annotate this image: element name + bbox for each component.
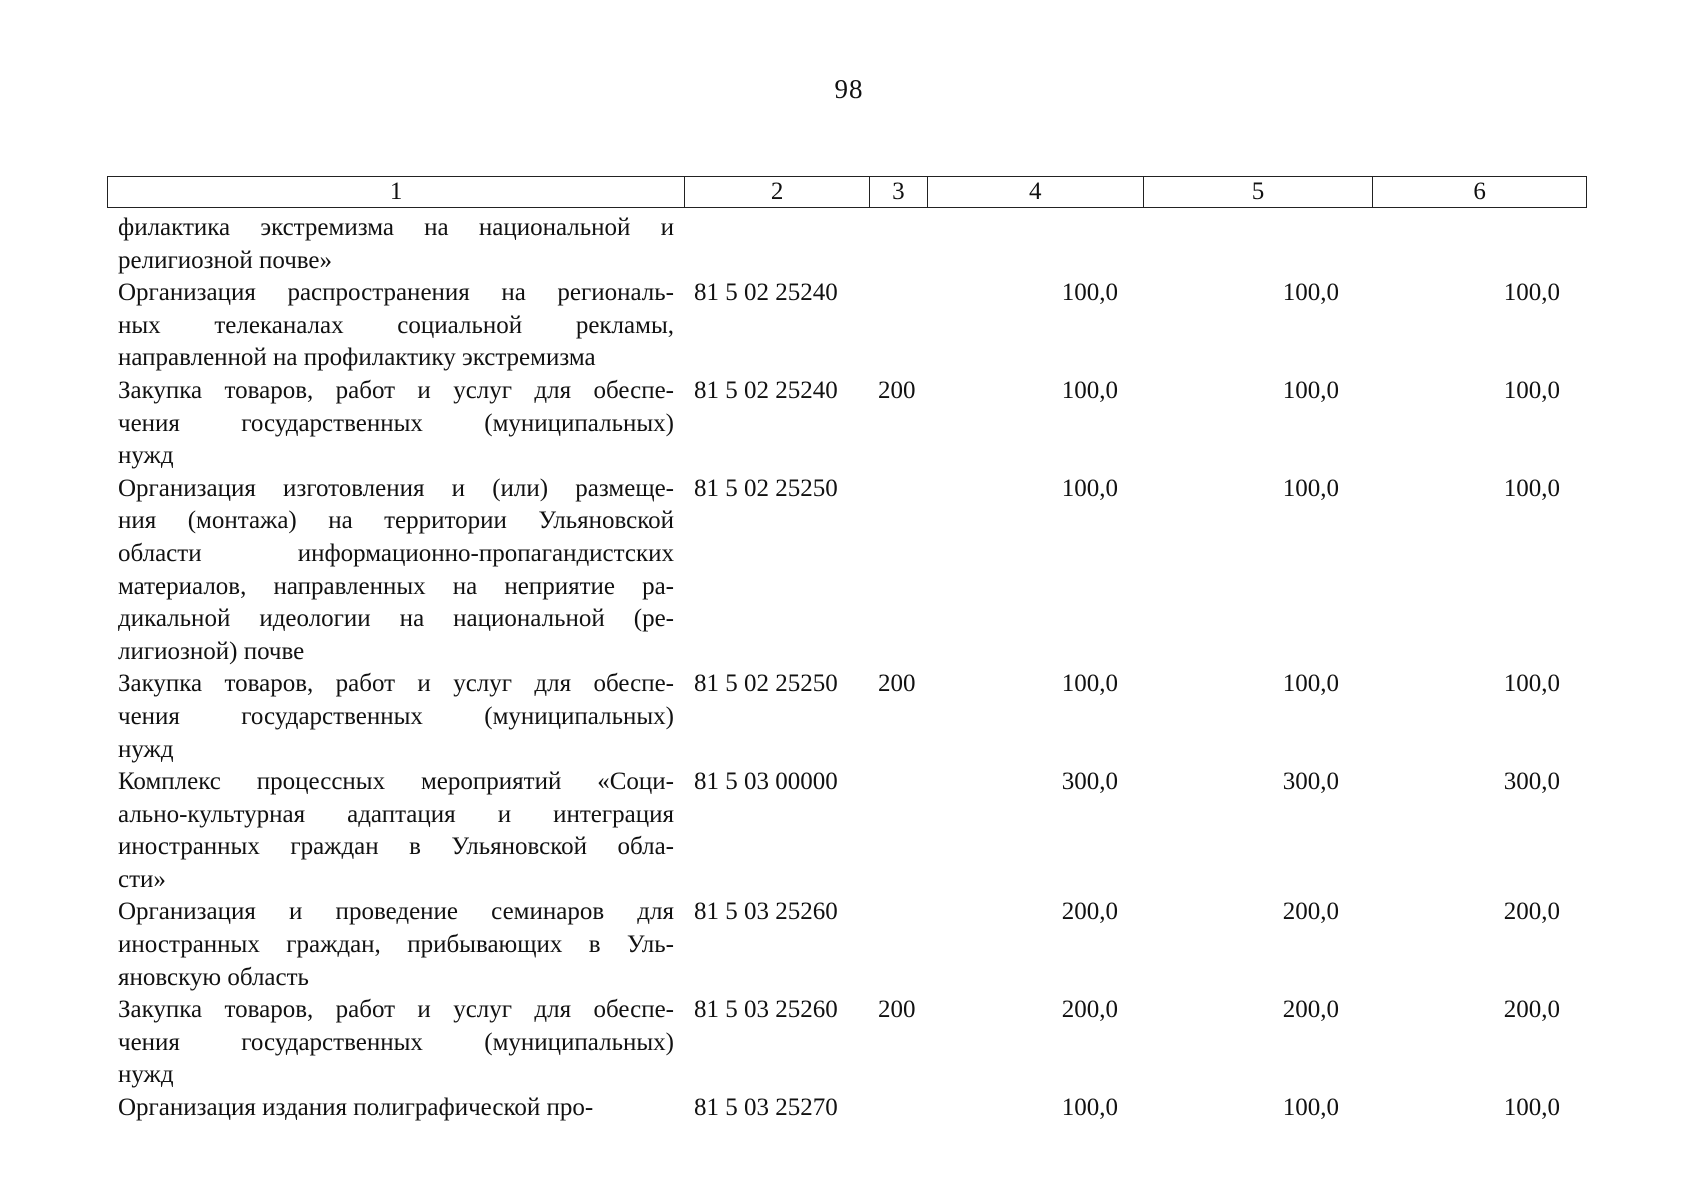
row-name-line: Закупка товаров, работ и услуг для обеспе- (118, 670, 674, 698)
row-name (118, 277, 674, 375)
row-name (118, 766, 674, 896)
row-value-col6: 300,0 (1503, 768, 1560, 796)
header-col-4: 4 (928, 177, 1144, 207)
header-col-6: 6 (1473, 178, 1486, 205)
table-row (118, 473, 1588, 669)
row-value-col4: 100,0 (1061, 1094, 1118, 1122)
table-row (118, 766, 1588, 896)
row-value-col5: 100,0 (1282, 670, 1339, 698)
row-value-col6: 100,0 (1503, 474, 1560, 502)
row-code: 81 5 02 25240 (694, 279, 838, 307)
table-header (107, 176, 1587, 208)
row-name-line: лигиозной) почве (118, 637, 305, 665)
row-value-col6: 200,0 (1503, 898, 1560, 926)
row-code: 81 5 03 25260 (694, 898, 838, 926)
table-row (118, 1092, 1588, 1125)
row-name-line: Закупка товаров, работ и услуг для обеспе- (118, 376, 674, 404)
row-code: 81 5 03 00000 (694, 768, 838, 796)
row-value-col6: 100,0 (1503, 670, 1560, 698)
row-value-col6: 100,0 (1503, 1094, 1560, 1122)
table-row (118, 668, 1588, 766)
header-col-1: 1 (108, 177, 685, 207)
table-body (118, 212, 1588, 1125)
row-name (118, 668, 674, 766)
row-value-col5: 100,0 (1282, 376, 1339, 404)
header-col-2: 2 (685, 177, 870, 207)
row-name (118, 994, 674, 1092)
row-expense-type: 200 (878, 376, 916, 404)
row-value-col5: 100,0 (1282, 1094, 1339, 1122)
row-expense-type: 200 (878, 670, 916, 698)
table-row (118, 277, 1588, 375)
row-name-line: нужд (118, 735, 174, 763)
row-code: 81 5 03 25270 (694, 1094, 838, 1122)
row-value-col6: 100,0 (1503, 279, 1560, 307)
row-name-line: чения государственных (муниципальных) (118, 702, 674, 730)
header-col-3: 3 (870, 177, 928, 207)
table-row (118, 994, 1588, 1092)
row-name-line: ально-культурная адаптация и интеграция (118, 800, 674, 828)
row-value-col4: 200,0 (1061, 898, 1118, 926)
row-value-col4: 200,0 (1061, 996, 1118, 1024)
row-name-line: нужд (118, 1061, 174, 1089)
row-code: 81 5 02 25250 (694, 474, 838, 502)
row-name-line: направленной на профилактику экстремизма (118, 344, 596, 372)
row-name-line: чения государственных (муниципальных) (118, 409, 674, 437)
row-name-line: нужд (118, 442, 174, 470)
row-code: 81 5 02 25240 (694, 376, 838, 404)
row-name (118, 896, 674, 994)
row-name (118, 1092, 674, 1125)
row-value-col4: 100,0 (1061, 474, 1118, 502)
row-code: 81 5 02 25250 (694, 670, 838, 698)
table-row (118, 212, 1588, 277)
row-name-line: филактика экстремизма на национальной и (118, 214, 674, 241)
row-value-col5: 100,0 (1282, 474, 1339, 502)
row-name-line: Закупка товаров, работ и услуг для обеспе- (118, 996, 674, 1024)
row-name-line: материалов, направленных на неприятие ра- (118, 572, 674, 600)
row-value-col5: 200,0 (1282, 996, 1339, 1024)
row-name-line: Организация распространения на региональ- (118, 279, 674, 307)
row-name-line: ния (монтажа) на территории Ульяновской (118, 507, 674, 535)
row-name-line: чения государственных (муниципальных) (118, 1028, 674, 1056)
row-name (118, 473, 674, 669)
row-name-line: Комплекс процессных мероприятий «Соци- (118, 768, 674, 796)
header-col-5: 5 (1144, 177, 1374, 207)
row-name-line: Организация издания полиграфической про- (118, 1094, 594, 1122)
row-name-line: религиозной почве» (118, 246, 333, 274)
row-name (118, 375, 674, 473)
row-value-col4: 100,0 (1061, 670, 1118, 698)
row-value-col6: 200,0 (1503, 996, 1560, 1024)
row-value-col4: 100,0 (1061, 279, 1118, 307)
row-value-col4: 300,0 (1061, 768, 1118, 796)
row-name-line: иностранных граждан в Ульяновской обла- (118, 833, 674, 861)
table-row (118, 896, 1588, 994)
row-value-col5: 300,0 (1282, 768, 1339, 796)
row-value-col6: 100,0 (1503, 376, 1560, 404)
row-value-col5: 200,0 (1282, 898, 1339, 926)
row-name-line: ных телеканалах социальной рекламы, (118, 311, 674, 339)
row-name-line: иностранных граждан, прибывающих в Уль- (118, 931, 674, 959)
row-value-col4: 100,0 (1061, 376, 1118, 404)
row-value-col5: 100,0 (1282, 279, 1339, 307)
row-name-line: Организация и проведение семинаров для (118, 898, 674, 926)
row-name-line: яновскую область (118, 963, 309, 991)
row-name-line: Организация изготовления и (или) размеще- (118, 474, 674, 502)
page-number: 98 (834, 74, 864, 104)
row-name-line: области информационно-пропагандистских (118, 539, 674, 567)
row-name (118, 212, 674, 277)
row-name-line: сти» (118, 865, 166, 893)
row-name-line: дикальной идеологии на национальной (ре- (118, 605, 674, 633)
row-code: 81 5 03 25260 (694, 996, 838, 1024)
row-expense-type: 200 (878, 996, 916, 1024)
table-row (118, 375, 1588, 473)
